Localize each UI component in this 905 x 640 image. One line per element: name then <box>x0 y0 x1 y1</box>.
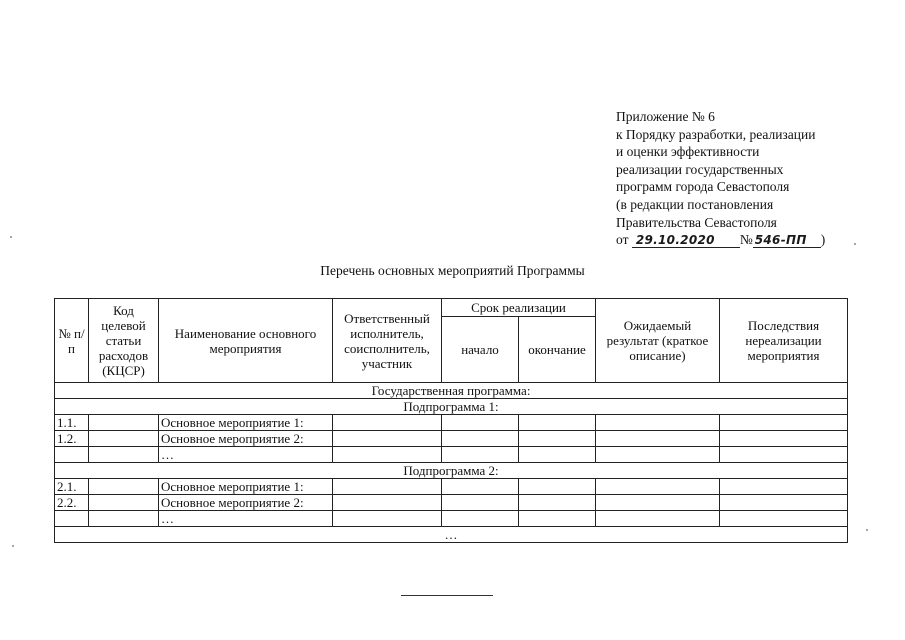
cell-name: Основное мероприятие 1: <box>159 479 333 495</box>
table-row <box>55 495 848 511</box>
cell-start <box>442 511 519 527</box>
cell-end <box>519 447 596 463</box>
header-end: окончание <box>519 317 596 383</box>
header-start: начало <box>442 317 519 383</box>
table-row <box>55 431 848 447</box>
closing-paren: ) <box>820 232 826 248</box>
scan-speck <box>854 243 856 245</box>
cell-name: Основное мероприятие 2: <box>159 431 333 447</box>
cell-kcsr <box>89 479 159 495</box>
final-ellipsis-row: … <box>55 527 848 543</box>
cell-end <box>519 495 596 511</box>
cell-name: … <box>159 447 333 463</box>
scan-speck <box>866 529 868 531</box>
cell-result <box>596 479 720 495</box>
cell-end <box>519 511 596 527</box>
header-result: Ожидаемый результат (краткое описание) <box>596 299 720 383</box>
cell-end <box>519 479 596 495</box>
cell-kcsr <box>89 495 159 511</box>
cell-executor <box>333 431 442 447</box>
cell-num: 2.2. <box>55 495 89 511</box>
cell-kcsr <box>89 431 159 447</box>
cell-consequences <box>720 511 848 527</box>
appendix-line: реализации государственных <box>616 161 784 177</box>
header-executor: Ответственный исполнитель, соисполнитель, участник <box>333 299 442 383</box>
cell-start <box>442 431 519 447</box>
from-label: от <box>616 232 629 248</box>
scan-speck <box>10 236 12 238</box>
cell-num: 1.2. <box>55 431 89 447</box>
cell-name: Основное мероприятие 2: <box>159 495 333 511</box>
cell-num: 1.1. <box>55 415 89 431</box>
cell-start <box>442 415 519 431</box>
scan-speck <box>12 545 14 547</box>
cell-kcsr <box>89 447 159 463</box>
cell-end <box>519 431 596 447</box>
cell-num: 2.1. <box>55 479 89 495</box>
header-consequences: Последствия нереализации мероприятия <box>720 299 848 383</box>
decree-reference <box>616 231 876 249</box>
appendix-line: программ города Севастополя <box>616 179 790 195</box>
table-row <box>55 511 848 527</box>
cell-end <box>519 415 596 431</box>
cell-result <box>596 511 720 527</box>
appendix-line: (в редакции постановления <box>616 196 774 212</box>
cell-name: Основное мероприятие 1: <box>159 415 333 431</box>
cell-start <box>442 479 519 495</box>
cell-num <box>55 447 89 463</box>
cell-start <box>442 447 519 463</box>
cell-consequences <box>720 447 848 463</box>
cell-start <box>442 495 519 511</box>
cell-consequences <box>720 431 848 447</box>
appendix-block <box>616 108 876 249</box>
cell-kcsr <box>89 415 159 431</box>
header-period: Срок реализации <box>442 299 596 317</box>
measures-table <box>54 298 848 543</box>
cell-executor <box>333 479 442 495</box>
number-label: № <box>739 232 753 248</box>
subprogram-row: Подпрограмма 2: <box>55 463 848 479</box>
cell-consequences <box>720 479 848 495</box>
cell-consequences <box>720 495 848 511</box>
cell-kcsr <box>89 511 159 527</box>
cell-result <box>596 447 720 463</box>
cell-name: … <box>159 511 333 527</box>
cell-executor <box>333 415 442 431</box>
cell-executor <box>333 495 442 511</box>
appendix-line: и оценки эффективности <box>616 144 760 160</box>
table-row <box>55 447 848 463</box>
appendix-line: Правительства Севастополя <box>616 214 777 230</box>
appendix-line: Приложение № 6 <box>616 109 715 124</box>
cell-consequences <box>720 415 848 431</box>
subprogram-row: Подпрограмма 1: <box>55 399 848 415</box>
footer-rule <box>401 595 493 596</box>
table-row <box>55 479 848 495</box>
header-kcsr: Код целевой статьи расходов (КЦСР) <box>89 299 159 383</box>
cell-executor <box>333 511 442 527</box>
appendix-line: к Порядку разработки, реализации <box>616 126 816 142</box>
cell-result <box>596 415 720 431</box>
handwritten-number: 546-ПП <box>753 233 821 248</box>
header-num: № п/п <box>55 299 89 383</box>
cell-executor <box>333 447 442 463</box>
cell-result <box>596 495 720 511</box>
table-row <box>55 415 848 431</box>
document-title: Перечень основных мероприятий Программы <box>320 263 585 278</box>
handwritten-date: 29.10.2020 <box>632 233 740 248</box>
cell-num <box>55 511 89 527</box>
state-program-row: Государственная программа: <box>55 383 848 399</box>
cell-result <box>596 431 720 447</box>
header-name: Наименование основного мероприятия <box>159 299 333 383</box>
